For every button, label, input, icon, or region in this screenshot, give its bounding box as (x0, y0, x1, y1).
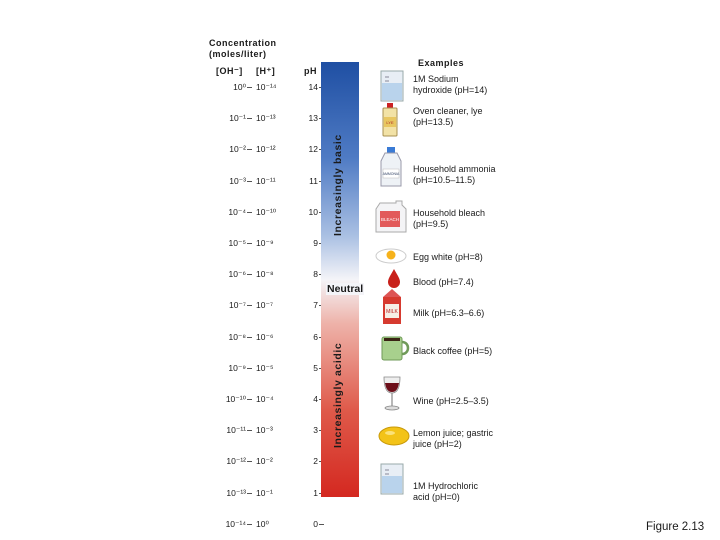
example-line1: Household bleach (413, 208, 486, 218)
example-description (413, 346, 523, 357)
h-concentration-cell: 10⁻¹³ (256, 113, 276, 123)
h-concentration-cell: 10⁻¹² (256, 144, 276, 154)
neutral-label: Neutral (327, 283, 364, 295)
ph-value-cell: 12 (308, 144, 318, 154)
example-line1: Blood (pH=7.4) (413, 277, 474, 287)
example-line1: Black coffee (pH=5) (413, 346, 493, 356)
h-concentration-cell: 10⁻⁷ (256, 300, 274, 310)
increasingly-acidic-label: Increasingly acidic (332, 342, 344, 448)
concentration-line2: (moles/liter) (209, 49, 267, 59)
concentration-line1: Concentration (209, 38, 277, 48)
oh-concentration-cell: 10⁻² (229, 144, 246, 154)
oh-column-header: [OH⁻] (216, 66, 243, 76)
example-line1: Lemon juice; gastric (413, 428, 494, 438)
scale-tick (247, 118, 252, 119)
example-description (413, 208, 523, 230)
h-concentration-cell: 10⁻² (256, 456, 273, 466)
oh-concentration-cell: 10⁻¹ (229, 113, 246, 123)
svg-text:MILK: MILK (386, 309, 398, 315)
scale-tick (247, 368, 252, 369)
h-concentration-cell: 10⁰ (256, 519, 269, 529)
blood-drop-icon (387, 268, 401, 288)
scale-tick (247, 430, 252, 431)
bleach-jug-icon (374, 199, 408, 233)
h-concentration-cell: 10⁻¹ (256, 488, 273, 498)
spray-can-icon (380, 103, 400, 137)
h-concentration-cell: 10⁻¹¹ (256, 176, 276, 186)
example-description (413, 252, 523, 263)
wine-glass-icon (381, 375, 403, 411)
ph-value-cell: 8 (313, 269, 318, 279)
example-description (413, 164, 523, 186)
scale-tick (247, 149, 252, 150)
oh-concentration-cell: 10⁻⁶ (228, 269, 246, 279)
h-column-header: [H⁺] (256, 66, 276, 76)
oh-concentration-cell: 10⁻¹⁰ (225, 394, 246, 404)
scale-tick (247, 274, 252, 275)
scale-tick (247, 524, 252, 525)
scale-tick (247, 399, 252, 400)
figure-caption: Figure 2.13 (646, 521, 705, 533)
examples-header: Examples (418, 58, 465, 68)
scale-tick (247, 493, 252, 494)
egg-icon (374, 245, 408, 265)
example-line1: 1M Sodium (413, 74, 459, 84)
ph-value-cell: 13 (308, 113, 318, 123)
oh-concentration-cell: 10⁻⁵ (228, 238, 246, 248)
oh-concentration-cell: 10⁻¹² (226, 456, 246, 466)
oh-concentration-cell: 10⁻⁷ (228, 300, 246, 310)
h-concentration-cell: 10⁻⁸ (256, 269, 274, 279)
svg-text:AMMONIA: AMMONIA (382, 172, 400, 176)
svg-text:BLEACH: BLEACH (380, 217, 400, 222)
ph-value-cell: 11 (309, 176, 318, 186)
scale-tick (247, 243, 252, 244)
example-line2: juice (pH=2) (413, 439, 462, 449)
example-line1: 1M Hydrochloric (413, 481, 479, 491)
example-line1: Household ammonia (413, 164, 496, 174)
scale-tick (247, 181, 252, 182)
oh-concentration-cell: 10⁻¹¹ (226, 425, 246, 435)
oh-concentration-cell: 10⁻⁹ (228, 363, 246, 373)
example-line2: (pH=10.5–11.5) (413, 175, 476, 185)
example-line1: Milk (pH=6.3–6.6) (413, 308, 485, 318)
svg-text:LYE: LYE (386, 120, 394, 125)
example-description (413, 106, 523, 128)
lemon-icon (377, 423, 411, 449)
scale-tick (247, 87, 252, 88)
oh-concentration-cell: 10⁻³ (229, 176, 246, 186)
scale-tick (247, 305, 252, 306)
h-concentration-cell: 10⁻¹⁰ (256, 207, 277, 217)
example-description (413, 428, 523, 450)
example-line1: Oven cleaner, lye (413, 106, 483, 116)
ph-value-cell: 1 (313, 488, 318, 498)
h-concentration-cell: 10⁻³ (256, 425, 273, 435)
oh-concentration-cell: 10⁰ (233, 82, 246, 92)
example-description (413, 308, 523, 319)
coffee-mug-icon (380, 335, 410, 361)
example-line2: (pH=13.5) (413, 117, 454, 127)
example-description (413, 277, 523, 288)
h-concentration-cell: 10⁻⁶ (256, 332, 274, 342)
ph-value-cell: 5 (313, 363, 318, 373)
ph-value-cell: 10 (308, 207, 318, 217)
beaker-icon (377, 69, 407, 103)
example-description (413, 396, 523, 407)
oh-concentration-cell: 10⁻⁴ (228, 207, 246, 217)
ammonia-bottle-icon (378, 147, 404, 187)
ph-value-cell: 3 (313, 425, 318, 435)
milk-carton-icon (380, 287, 404, 325)
ph-value-cell: 6 (313, 332, 318, 342)
scale-tick (247, 337, 252, 338)
example-line1: Wine (pH=2.5–3.5) (413, 396, 489, 406)
ph-column-header: pH (304, 66, 317, 76)
concentration-header (209, 38, 277, 60)
ph-value-cell: 9 (313, 238, 318, 248)
oh-concentration-cell: 10⁻⁸ (228, 332, 246, 342)
beaker-icon (377, 462, 407, 496)
example-line2: (pH=9.5) (413, 219, 449, 229)
ph-value-cell: 4 (313, 394, 318, 404)
ph-value-cell: 7 (313, 300, 318, 310)
h-concentration-cell: 10⁻⁴ (256, 394, 274, 404)
example-description (413, 74, 523, 96)
h-concentration-cell: 10⁻¹⁴ (256, 82, 277, 92)
scale-tick (319, 524, 324, 525)
increasingly-basic-label: Increasingly basic (332, 134, 344, 236)
example-description (413, 481, 523, 503)
example-line2: acid (pH=0) (413, 492, 460, 502)
ph-value-cell: 2 (313, 456, 318, 466)
scale-tick (247, 461, 252, 462)
scale-tick (247, 212, 252, 213)
example-line2: hydroxide (pH=14) (413, 85, 488, 95)
h-concentration-cell: 10⁻⁹ (256, 238, 274, 248)
oh-concentration-cell: 10⁻¹³ (226, 488, 246, 498)
example-line1: Egg white (pH=8) (413, 252, 483, 262)
ph-value-cell: 0 (313, 519, 318, 529)
h-concentration-cell: 10⁻⁵ (256, 363, 274, 373)
ph-value-cell: 14 (308, 82, 318, 92)
oh-concentration-cell: 10⁻¹⁴ (225, 519, 246, 529)
